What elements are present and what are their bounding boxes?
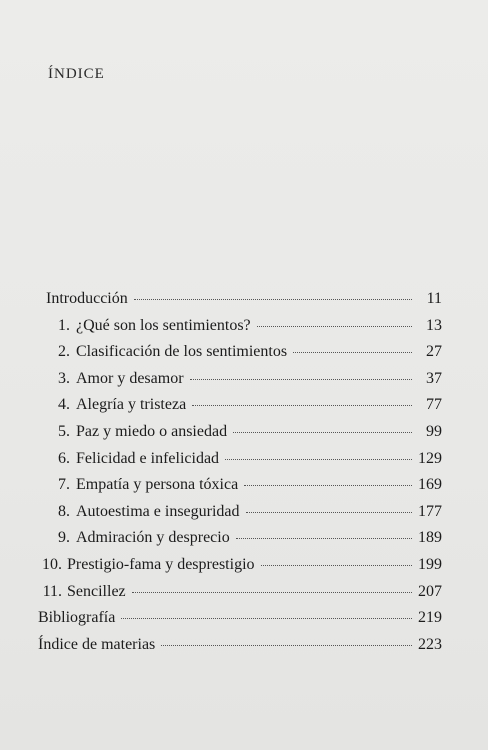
toc-entry-indice-materias — [38, 636, 442, 663]
toc-entry-title: Prestigio-fama y desprestigio — [67, 555, 255, 573]
dot-leader — [225, 458, 412, 460]
table-of-contents — [38, 290, 442, 662]
toc-entry-number: 1. — [58, 316, 70, 334]
toc-entry-number: 7. — [58, 476, 70, 494]
toc-entry-page: 177 — [418, 502, 442, 520]
toc-entry-page: 77 — [426, 396, 442, 414]
dot-leader — [293, 351, 412, 353]
dot-leader — [134, 298, 412, 300]
toc-entry-10 — [38, 556, 442, 583]
page-heading: ÍNDICE — [48, 66, 105, 82]
toc-entry-4 — [38, 396, 442, 423]
toc-entry-title: Alegría y tristeza — [76, 396, 187, 414]
toc-entry-title: Autoestima e inseguridad — [76, 502, 240, 520]
toc-entry-5 — [38, 423, 442, 450]
toc-entry-number: 3. — [58, 369, 70, 387]
toc-entry-number: 8. — [58, 502, 70, 520]
toc-entry-number: 2. — [58, 343, 70, 361]
toc-entry-title: Bibliografía — [38, 609, 116, 627]
toc-entry-page: 11 — [426, 290, 442, 307]
toc-entry-9 — [38, 529, 442, 556]
toc-entry-number: 9. — [58, 529, 70, 547]
toc-entry-page: 129 — [418, 449, 442, 467]
toc-entry-title: Sencillez — [67, 582, 126, 600]
dot-leader — [192, 404, 412, 406]
toc-entry-number: 4. — [58, 396, 70, 414]
toc-entry-page: 189 — [418, 529, 442, 547]
toc-entry-3 — [38, 370, 442, 397]
toc-entry-page: 99 — [426, 422, 442, 440]
toc-entry-bibliografia — [38, 609, 442, 636]
dot-leader — [233, 431, 412, 433]
toc-entry-number: 10. — [42, 555, 62, 573]
toc-entry-page: 169 — [418, 476, 442, 494]
toc-entry-8 — [38, 503, 442, 530]
toc-entry-11 — [38, 583, 442, 610]
toc-entry-2 — [38, 343, 442, 370]
toc-entry-number: 11. — [42, 582, 62, 600]
toc-entry-page: 223 — [418, 635, 442, 653]
toc-entry-1 — [38, 317, 442, 344]
dot-leader — [190, 378, 412, 380]
toc-entry-title: Empatía y persona tóxica — [76, 476, 239, 494]
toc-entry-page: 207 — [418, 582, 442, 600]
toc-entry-number: 5. — [58, 422, 70, 440]
toc-entry-7 — [38, 476, 442, 503]
dot-leader — [261, 564, 412, 566]
toc-entry-page: 199 — [418, 555, 442, 573]
toc-entry-title: Admiración y desprecio — [76, 529, 230, 547]
dot-leader — [161, 644, 412, 646]
toc-entry-introduccion — [38, 290, 442, 317]
toc-entry-page: 13 — [426, 316, 442, 334]
toc-entry-title: Índice de materias — [38, 635, 156, 653]
toc-entry-6 — [38, 450, 442, 477]
toc-entry-title: Felicidad e infelicidad — [76, 449, 220, 467]
dot-leader — [236, 537, 412, 539]
toc-entry-page: 27 — [426, 343, 442, 361]
dot-leader — [246, 511, 412, 513]
toc-entry-title: Paz y miedo o ansiedad — [76, 422, 228, 440]
toc-entry-page: 37 — [426, 369, 442, 387]
dot-leader — [121, 617, 412, 619]
dot-leader — [257, 325, 412, 327]
toc-entry-number: 6. — [58, 449, 70, 467]
toc-entry-title: ¿Qué son los sentimientos? — [76, 316, 251, 334]
toc-entry-title: Clasificación de los sentimientos — [76, 343, 288, 361]
toc-entry-title: Amor y desamor — [76, 369, 184, 387]
dot-leader — [132, 591, 412, 593]
toc-entry-page: 219 — [418, 609, 442, 627]
dot-leader — [244, 484, 412, 486]
toc-entry-title: Introducción — [46, 290, 128, 307]
